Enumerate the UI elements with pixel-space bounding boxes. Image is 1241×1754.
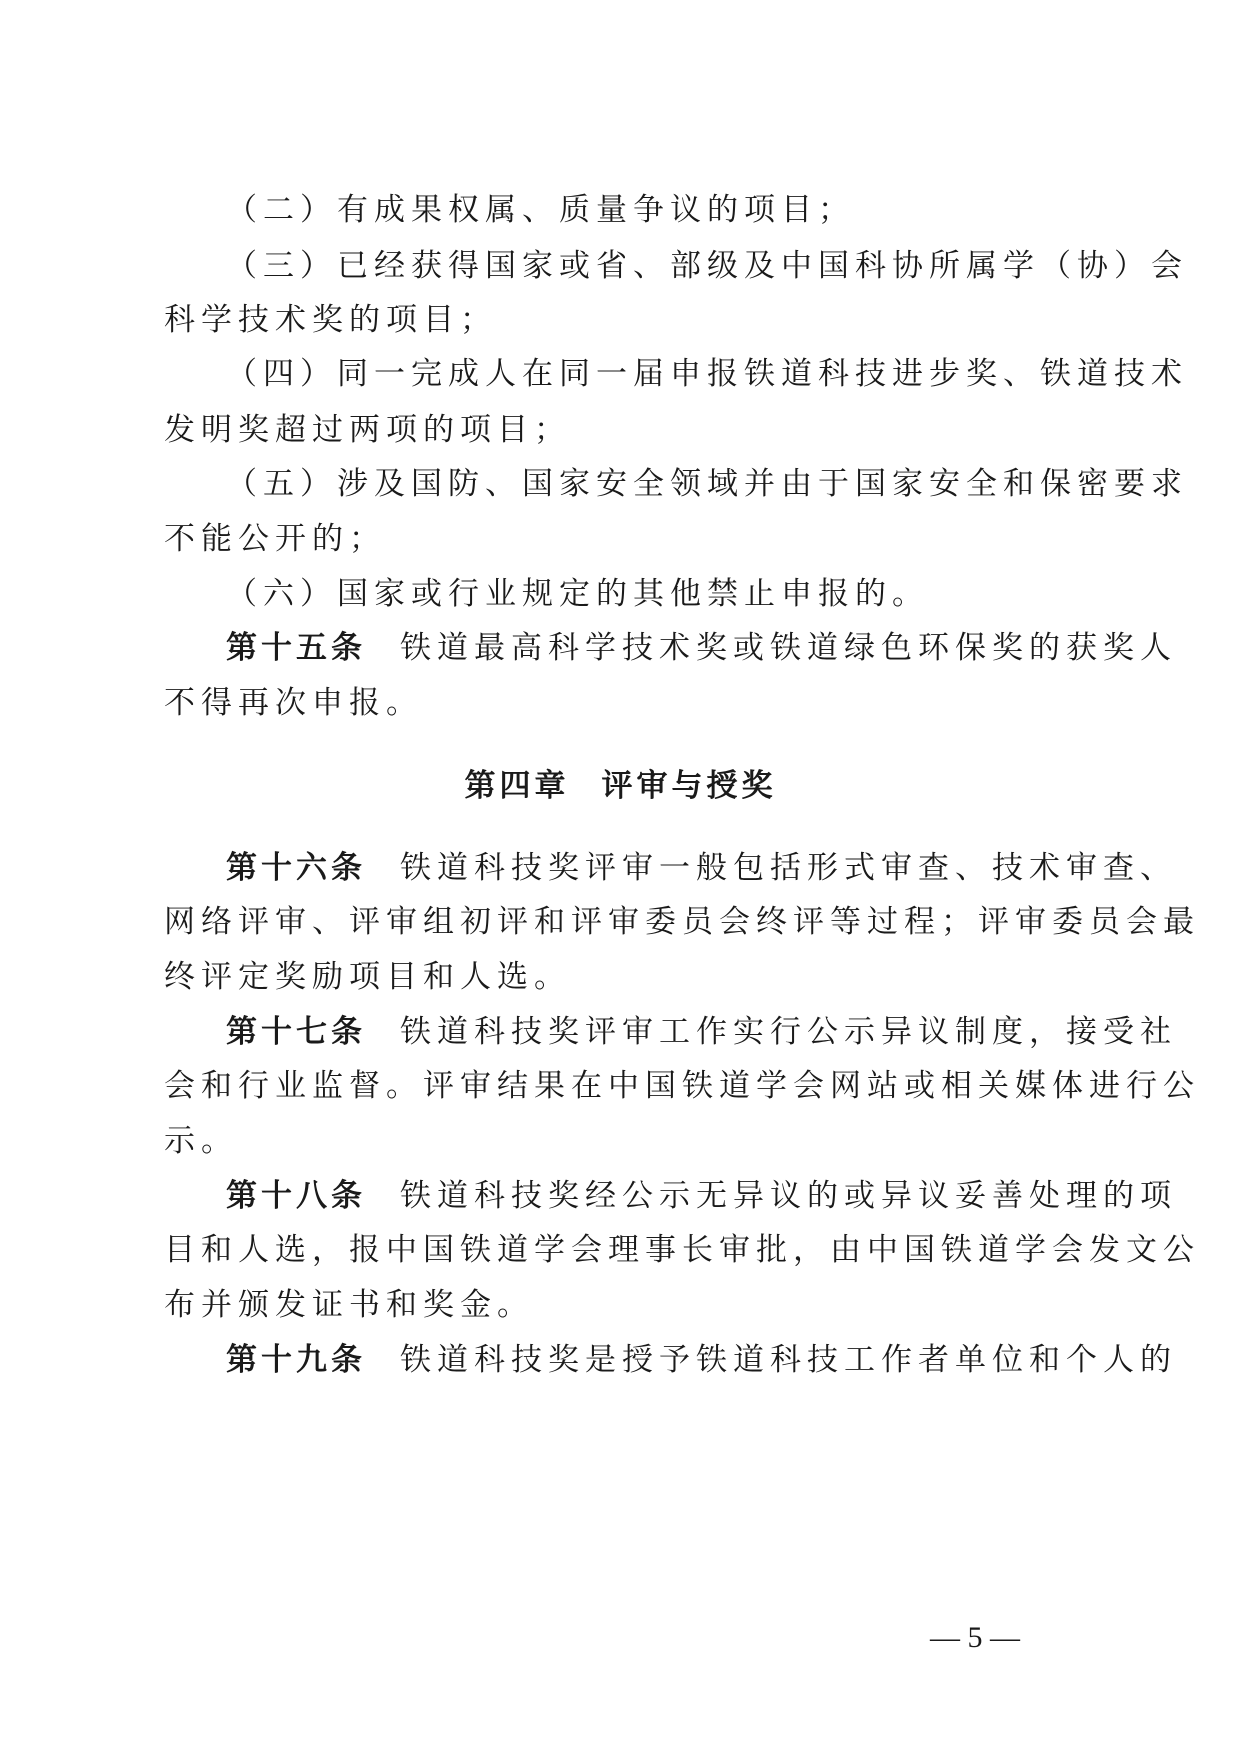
list-item-5-line-1: （五）涉及国防、国家安全领域并由于国家安全和保密要求 [226,466,1188,502]
list-item-5-line-2: 不能公开的； [164,521,386,557]
chapter-title: 评审与授奖 [601,768,777,804]
article-16-line-3: 终评定奖励项目和人选。 [164,959,571,995]
article-15-label: 第十五条 [226,630,366,666]
list-item-2: （二）有成果权属、质量争议的项目； [226,192,855,228]
article-16-line-2: 网络评审、评审组初评和评审委员会终评等过程；评审委员会最 [164,904,1200,940]
article-17-line-1 [226,1010,1177,1054]
list-item-4-line-2: 发明奖超过两项的项目； [164,412,571,448]
article-18-line-3: 布并颁发证书和奖金。 [164,1287,534,1323]
article-15-line-1 [226,626,1177,670]
article-17-text: 铁道科技奖评审工作实行公示异议制度，接受社 [400,1014,1177,1050]
article-15-line-2: 不得再次申报。 [164,685,423,721]
list-item-6: （六）国家或行业规定的其他禁止申报的。 [226,576,929,612]
article-19-text: 铁道科技奖是授予铁道科技工作者单位和个人的 [400,1342,1177,1378]
article-18-label: 第十八条 [226,1178,366,1214]
list-item-3-line-1: （三）已经获得国家或省、部级及中国科协所属学（协）会 [226,248,1188,284]
article-15-text: 铁道最高科学技术奖或铁道绿色环保奖的获奖人 [400,630,1177,666]
article-17-line-3: 示。 [164,1123,238,1159]
article-19-line-1 [226,1338,1177,1382]
page-number: — 5 — [930,1621,1020,1654]
article-18-line-2: 目和人选，报中国铁道学会理事长审批，由中国铁道学会发文公 [164,1232,1200,1268]
article-19-label: 第十九条 [226,1342,366,1378]
article-16-label: 第十六条 [226,850,366,886]
article-16-line-1 [226,846,1177,890]
article-18-line-1 [226,1174,1177,1218]
article-16-text: 铁道科技奖评审一般包括形式审查、技术审查、 [400,850,1177,886]
article-17-line-2: 会和行业监督。评审结果在中国铁道学会网站或相关媒体进行公 [164,1068,1200,1104]
chapter-number: 第四章 [464,768,570,804]
article-17-label: 第十七条 [226,1014,366,1050]
list-item-3-line-2: 科学技术奖的项目； [164,302,497,338]
article-18-text: 铁道科技奖经公示无异议的或异议妥善处理的项 [400,1178,1177,1214]
chapter-heading [0,764,1241,808]
list-item-4-line-1: （四）同一完成人在同一届申报铁道科技进步奖、铁道技术 [226,356,1188,392]
